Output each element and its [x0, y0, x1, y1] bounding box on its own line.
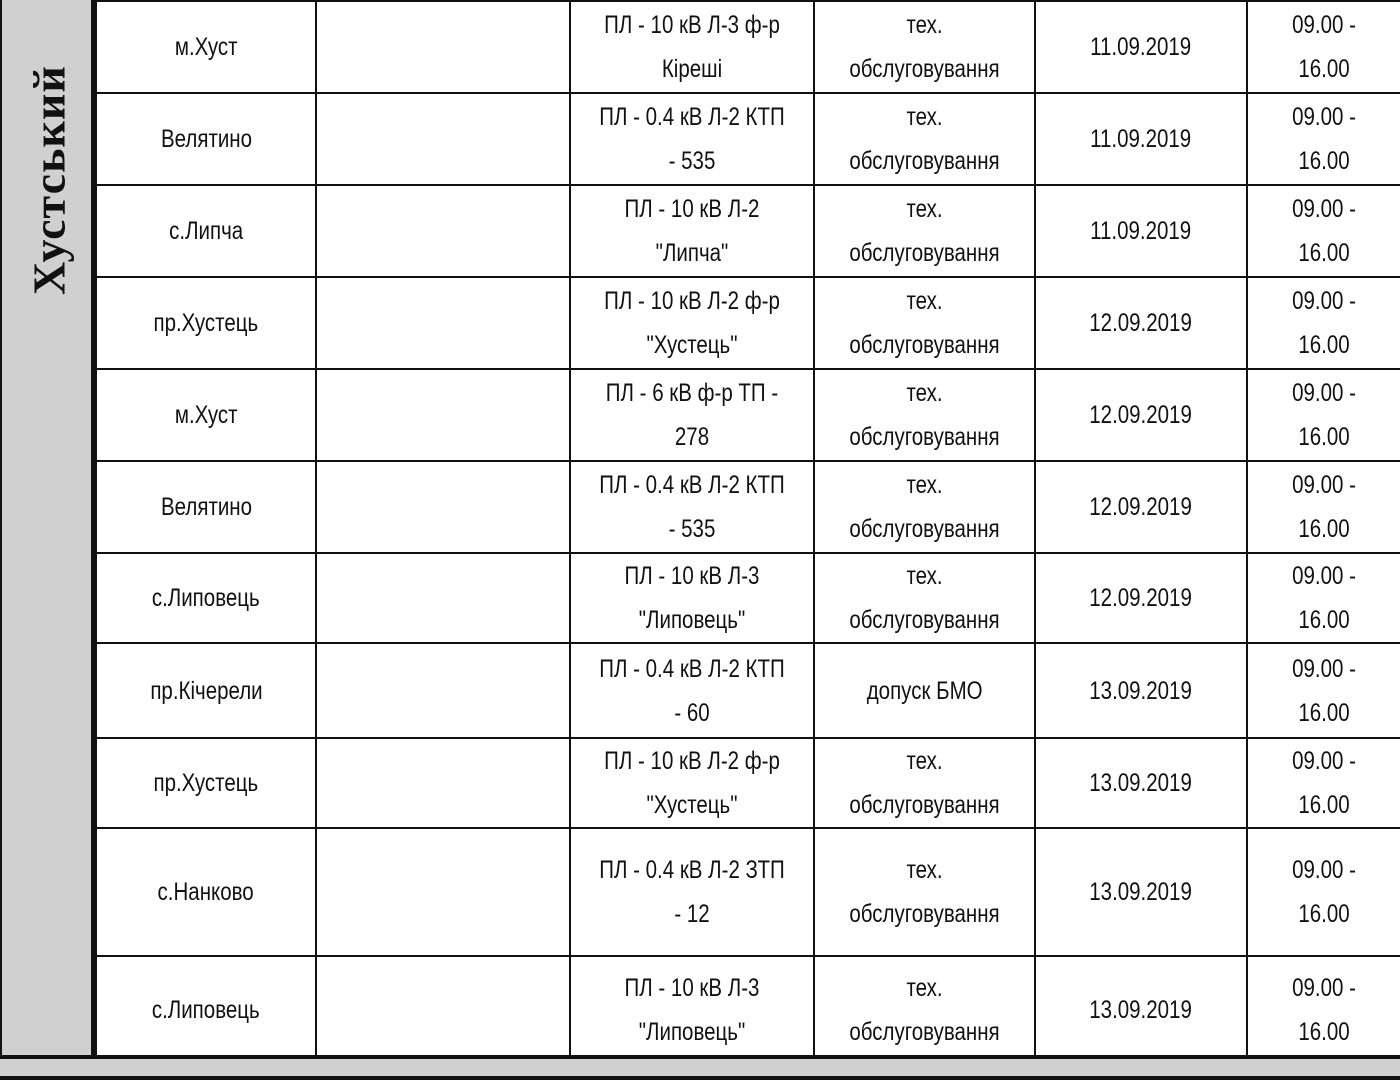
cell-location: [96, 956, 316, 1064]
table-row: [96, 277, 1400, 369]
cell-time-text: 09.00 - 16.00: [1292, 471, 1356, 543]
cell-time: [1247, 369, 1400, 461]
cell-line: [570, 461, 814, 553]
cell-work: [814, 185, 1035, 277]
cell-location: [96, 553, 316, 643]
cell-line: [570, 553, 814, 643]
cell-extra: [316, 369, 570, 461]
table-row: [96, 553, 1400, 643]
cell-date-text: 12.09.2019: [1089, 493, 1193, 521]
cell-line-text: ПЛ - 10 кВ Л-3 "Липовець": [624, 974, 760, 1046]
table-row: [96, 1, 1400, 93]
cell-date: [1035, 93, 1247, 185]
district-column: [0, 0, 95, 1055]
cell-location: [96, 643, 316, 738]
cell-date: [1035, 828, 1247, 956]
cell-work: [814, 956, 1035, 1064]
cell-work-text: тех. обслуговування: [849, 974, 1000, 1046]
cell-time: [1247, 738, 1400, 828]
cell-extra: [316, 185, 570, 277]
cell-work-text: тех. обслуговування: [849, 747, 1000, 819]
cell-line: [570, 93, 814, 185]
cell-time-text: 09.00 - 16.00: [1292, 195, 1356, 267]
outage-table: [95, 0, 1400, 1065]
cell-line-text: ПЛ - 10 кВ Л-3 ф-р Кіреші: [604, 11, 780, 83]
cell-time-text: 09.00 - 16.00: [1292, 562, 1356, 634]
cell-date: [1035, 1, 1247, 93]
cell-work-text: тех. обслуговування: [849, 379, 1000, 451]
table-row: [96, 185, 1400, 277]
cell-time: [1247, 461, 1400, 553]
cell-work: [814, 828, 1035, 956]
cell-time: [1247, 553, 1400, 643]
cell-date: [1035, 461, 1247, 553]
cell-work: [814, 461, 1035, 553]
cell-location-text: пр.Хустець: [153, 309, 259, 337]
cell-work: [814, 553, 1035, 643]
cell-location-text: с.Липовець: [152, 996, 260, 1024]
cell-location-text: пр.Кічерели: [149, 676, 263, 705]
cell-line: [570, 277, 814, 369]
cell-line: [570, 185, 814, 277]
cell-date-text: 13.09.2019: [1089, 676, 1193, 705]
cell-work-text: тех. обслуговування: [849, 195, 1000, 267]
cell-location: [96, 93, 316, 185]
cell-work-text: тех. обслуговування: [849, 287, 1000, 359]
cell-location: [96, 828, 316, 956]
cell-location-text: м.Хуст: [174, 401, 238, 429]
cell-line: [570, 369, 814, 461]
cell-work-text: тех. обслуговування: [849, 856, 1000, 928]
cell-date: [1035, 185, 1247, 277]
cell-work-text: тех. обслуговування: [849, 103, 1000, 175]
cell-extra: [316, 277, 570, 369]
cell-line: [570, 738, 814, 828]
cell-extra: [316, 1, 570, 93]
cell-location-text: с.Липовець: [152, 584, 260, 612]
cell-location: [96, 461, 316, 553]
cell-location-text: с.Липча: [168, 217, 244, 245]
cell-date-text: 13.09.2019: [1089, 996, 1193, 1024]
cell-time-text: 09.00 - 16.00: [1292, 654, 1356, 727]
cell-date: [1035, 738, 1247, 828]
cell-line: [570, 643, 814, 738]
cell-time-text: 09.00 - 16.00: [1292, 287, 1356, 359]
cell-time: [1247, 956, 1400, 1064]
cell-date-text: 12.09.2019: [1089, 584, 1193, 612]
cell-extra: [316, 738, 570, 828]
cell-time-text: 09.00 - 16.00: [1292, 103, 1356, 175]
cell-line-text: ПЛ - 10 кВ Л-2 ф-р "Хустець": [604, 287, 780, 359]
cell-work: [814, 277, 1035, 369]
cell-work-text: тех. обслуговування: [849, 471, 1000, 543]
table-row: [96, 643, 1400, 738]
cell-extra: [316, 828, 570, 956]
cell-location-text: Велятино: [160, 125, 252, 153]
table-row: [96, 369, 1400, 461]
cell-line: [570, 956, 814, 1064]
table-row: [96, 93, 1400, 185]
cell-work: [814, 1, 1035, 93]
table-body: [96, 1, 1400, 1064]
cell-time: [1247, 1, 1400, 93]
district-label: Хустський: [23, 65, 75, 295]
cell-work-text: допуск БМО: [866, 676, 983, 705]
cell-work: [814, 738, 1035, 828]
cell-location-text: пр.Хустець: [153, 769, 259, 797]
cell-time: [1247, 643, 1400, 738]
cell-time: [1247, 93, 1400, 185]
cell-time: [1247, 185, 1400, 277]
cell-time-text: 09.00 - 16.00: [1292, 974, 1356, 1046]
cell-time-text: 09.00 - 16.00: [1292, 856, 1356, 928]
cell-date: [1035, 277, 1247, 369]
cell-work: [814, 93, 1035, 185]
cell-date: [1035, 956, 1247, 1064]
cell-work-text: тех. обслуговування: [849, 11, 1000, 83]
cell-line-text: ПЛ - 0.4 кВ Л-2 КТП - 535: [599, 103, 785, 175]
cell-time: [1247, 828, 1400, 956]
cell-date-text: 12.09.2019: [1089, 401, 1193, 429]
cell-time-text: 09.00 - 16.00: [1292, 747, 1356, 819]
cell-date: [1035, 553, 1247, 643]
cell-date-text: 11.09.2019: [1090, 217, 1192, 245]
cell-time-text: 09.00 - 16.00: [1292, 379, 1356, 451]
cell-date-text: 12.09.2019: [1089, 309, 1193, 337]
cell-extra: [316, 643, 570, 738]
cell-date-text: 11.09.2019: [1090, 33, 1192, 61]
cell-date: [1035, 369, 1247, 461]
cell-date-text: 13.09.2019: [1089, 769, 1193, 797]
cell-location: [96, 185, 316, 277]
cell-extra: [316, 956, 570, 1064]
cell-line: [570, 1, 814, 93]
cell-line-text: ПЛ - 10 кВ Л-2 ф-р "Хустець": [604, 747, 780, 819]
cell-location-text: м.Хуст: [174, 33, 238, 61]
cell-time: [1247, 277, 1400, 369]
cell-location: [96, 1, 316, 93]
cell-extra: [316, 93, 570, 185]
table-row: [96, 738, 1400, 828]
table-row: [96, 956, 1400, 1064]
cell-line-text: ПЛ - 10 кВ Л-3 "Липовець": [624, 562, 760, 634]
cell-date: [1035, 643, 1247, 738]
cell-extra: [316, 553, 570, 643]
cell-date-text: 11.09.2019: [1090, 125, 1192, 153]
cell-location: [96, 738, 316, 828]
bottom-border: [0, 1055, 1400, 1080]
cell-location: [96, 369, 316, 461]
cell-work-text: тех. обслуговування: [849, 562, 1000, 634]
cell-line-text: ПЛ - 6 кВ ф-р ТП - 278: [605, 379, 779, 451]
cell-time-text: 09.00 - 16.00: [1292, 11, 1356, 83]
cell-line-text: ПЛ - 0.4 кВ Л-2 КТП - 535: [599, 471, 785, 543]
cell-date-text: 13.09.2019: [1089, 878, 1193, 906]
cell-line: [570, 828, 814, 956]
cell-location-text: с.Нанково: [157, 878, 255, 906]
table-row: [96, 828, 1400, 956]
table-row: [96, 461, 1400, 553]
cell-work: [814, 369, 1035, 461]
cell-extra: [316, 461, 570, 553]
cell-line-text: ПЛ - 10 кВ Л-2 "Липча": [624, 195, 760, 267]
cell-work: [814, 643, 1035, 738]
cell-line-text: ПЛ - 0.4 кВ Л-2 ЗТП - 12: [599, 856, 785, 928]
cell-line-text: ПЛ - 0.4 кВ Л-2 КТП - 60: [599, 654, 785, 727]
cell-location-text: Велятино: [160, 493, 252, 521]
cell-location: [96, 277, 316, 369]
